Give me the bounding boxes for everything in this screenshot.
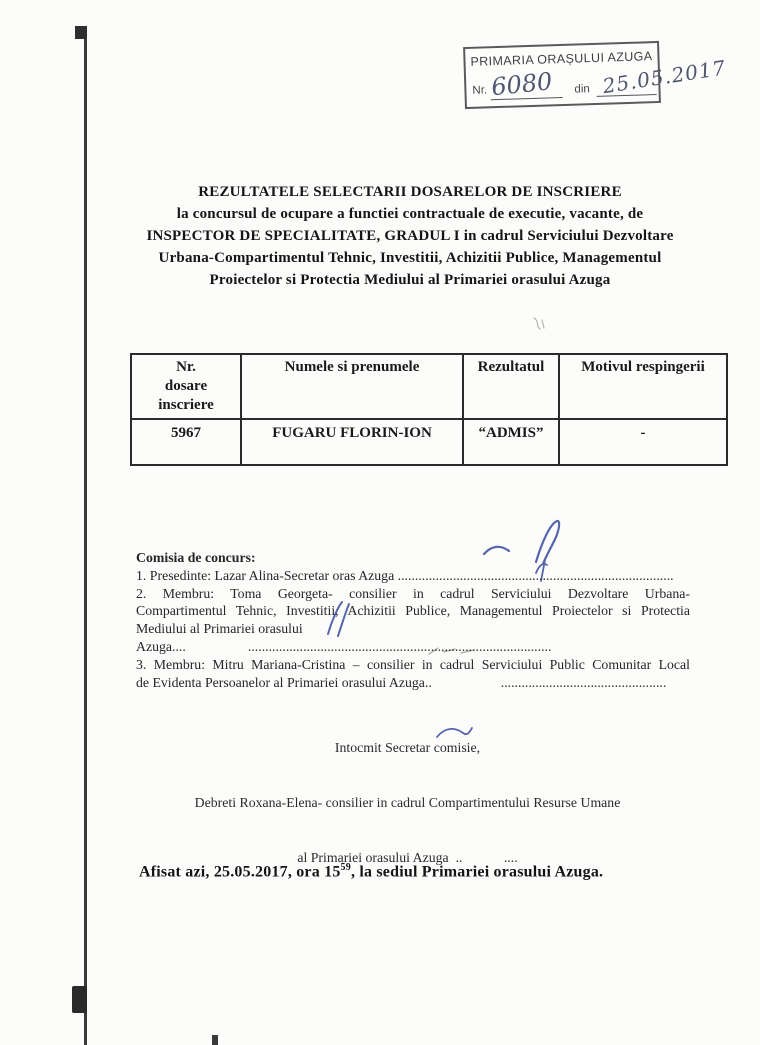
scan-mark-top — [75, 26, 87, 39]
table-header-row — [131, 354, 727, 419]
commission-member3-line1: 3. Membru: Mitru Mariana-Cristina – consilier in cadrul Serviciului Public Comunitar Local — [136, 656, 690, 672]
header-nr-dosare: Nr. dosare inscriere — [131, 354, 241, 419]
scan-mark-bottom-edge — [212, 1035, 218, 1045]
stamp-organization: PRIMARIA ORAȘULUI AZUGA — [470, 49, 653, 69]
header-nume: Numele si prenumele — [241, 354, 463, 419]
scan-edge-line — [84, 28, 87, 1045]
commission-member2-line3: Mediului al Primariei orasului Azuga.... ........................................................................................ — [136, 621, 552, 654]
commission-section — [136, 549, 690, 691]
commission-member2-line1: 2. Membru: Toma Georgeta- consilier in cadrul Serviciului Dezvoltare Urbana- — [136, 585, 690, 601]
cell-motiv: - — [559, 419, 727, 465]
commission-president-line: 1. Presedinte: Lazar Alina-Secretar oras Azuga ................................................................................ — [136, 567, 674, 583]
table-row — [131, 419, 727, 465]
stamp-nr-label: Nr. — [472, 84, 488, 97]
commission-member2-line2: Compartimentul Tehnic, Investitii, Achizitii Publice, Managementul Proiectelor si Protectia — [136, 603, 690, 619]
title-line-1: REZULTATELE SELECTARII DOSARELOR DE INSCRIERE — [198, 184, 622, 200]
prepared-line-2: Debreti Roxana-Elena- consilier in cadrul Compartimentului Resurse Umane — [194, 795, 621, 811]
title-line-2: la concursul de ocupare a functiei contractuale de executie, vacante, de — [176, 206, 644, 222]
commission-heading: Comisia de concurs: — [136, 550, 256, 565]
commission-member3-line2: de Evidenta Persoanelor al Primariei orasului Azuga.. ................................................ — [136, 674, 667, 690]
results-table — [130, 353, 728, 466]
cell-nr-dosar: 5967 — [131, 419, 241, 465]
stamp-nr-handwritten: 6080 — [489, 67, 554, 102]
posting-suffix: , la sediul Primariei orasului Azuga. — [350, 863, 604, 881]
cell-nume: FUGARU FLORIN-ION — [241, 419, 463, 465]
document-title — [100, 181, 720, 291]
stamp-date-handwritten: 25.05.2017 — [601, 55, 728, 99]
posting-minutes-superscript: 59 — [340, 862, 351, 873]
registration-stamp — [463, 41, 728, 109]
title-line-3: INSPECTOR DE SPECIALITATE, GRADUL I in cadrul Serviciului Dezvoltare — [146, 228, 674, 244]
posting-prefix: Afisat azi, 25.05.2017, ora 15 — [139, 863, 341, 881]
cell-rezultat: “ADMIS” — [463, 419, 559, 465]
header-motiv: Motivul respingerii — [559, 354, 727, 419]
prepared-line-3: al Primariei orasului Azuga .. .... — [297, 850, 518, 866]
pencil-squiggle — [529, 316, 549, 334]
title-line-4: Urbana-Compartimentul Tehnic, Investitii, Achizitii Publice, Managementul — [158, 250, 662, 266]
prepared-line-1: Intocmit Secretar comisie, — [334, 739, 481, 755]
title-line-5: Proiectelor si Protectia Mediului al Primariei orasului Azuga — [209, 272, 611, 288]
stamp-din-label: din — [574, 83, 591, 96]
posting-statement — [139, 862, 603, 881]
header-rezultat: Rezultatul — [463, 354, 559, 419]
scan-mark-bottom — [72, 986, 87, 1013]
